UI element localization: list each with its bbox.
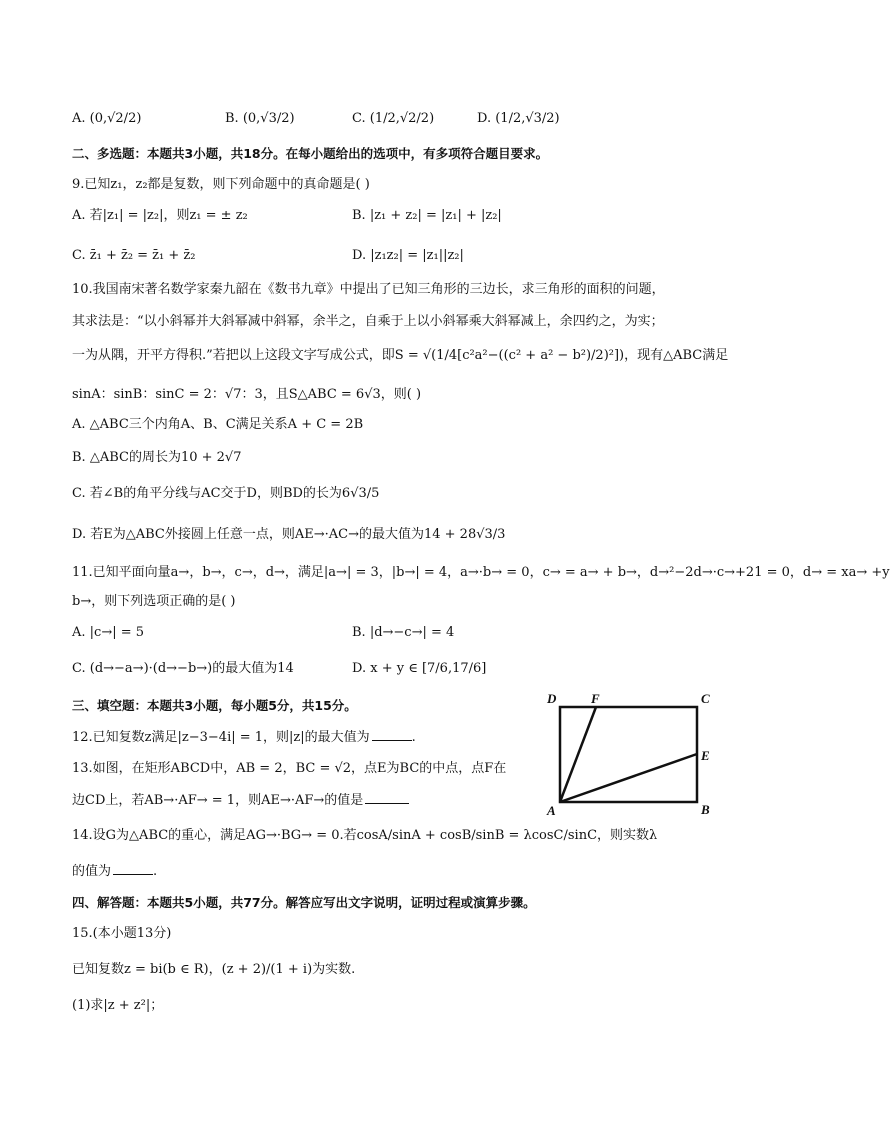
q12-answer-blank[interactable] [372, 728, 412, 741]
q11-option-d[interactable]: D. x + y ∈ [7/6,17/6] [352, 661, 487, 676]
q11-option-c[interactable]: C. (d→−a→)·(d→−b→)的最大值为14 [72, 661, 294, 676]
q11-options-row1 [72, 623, 722, 643]
q8-option-d[interactable]: D. (1/2,√3/2) [477, 111, 560, 126]
q12-end: . [411, 730, 416, 745]
segment-af [560, 707, 596, 802]
label-a: A [547, 803, 556, 818]
segment-ae [560, 754, 697, 802]
q15-line-2: (1)求|z + z²|； [72, 998, 164, 1013]
q12-text: 12.已知复数z满足|z−3−4i| = 1，则|z|的最大值为 [72, 730, 370, 745]
q11-option-b[interactable]: B. |d→−c→| = 4 [352, 625, 455, 640]
q8-option-b[interactable]: B. (0,√3/2) [225, 111, 295, 126]
label-b: B [701, 802, 710, 817]
q10-option-b[interactable]: B. △ABC的周长为10 + 2√7 [72, 450, 242, 465]
q8-option-c[interactable]: C. (1/2,√2/2) [352, 111, 435, 126]
section-4-title: 四、解答题：本题共5小题，共77分。解答应写出文字说明，证明过程或演算步骤。 [72, 895, 536, 910]
q10-line-2: 其求法是：“以小斜幂并大斜幂减中斜幂，余半之，自乘于上以小斜幂乘大斜幂减上，余四约之，为实； [72, 314, 664, 329]
q9-option-a[interactable]: A. 若|z₁| = |z₂|，则z₁ = ± z₂ [72, 208, 248, 223]
q9-option-b[interactable]: B. |z₁ + z₂| = |z₁| + |z₂| [352, 208, 502, 223]
q13-line-2 [72, 791, 409, 810]
q13-line-1: 13.如图，在矩形ABCD中，AB = 2，BC = √2，点E为BC的中点，点F在 [72, 761, 507, 776]
q13-line-2-text: 边CD上，若AB→·AF→ = 1，则AE→·AF→的值是 [72, 793, 364, 808]
q10-line-4: sinA：sinB：sinC = 2：√7：3，且S△ABC = 6√3，则( ) [72, 387, 422, 402]
q14-line-1: 14.设G为△ABC的重心，满足AG→·BG→ = 0.若cosA/sinA + cosB/sinB = λcosC/sinC，则实数λ [72, 828, 658, 843]
q12 [72, 728, 416, 747]
q11-line-2: b→，则下列选项正确的是( ) [72, 594, 236, 609]
q11-options-row2 [72, 659, 722, 679]
q10-line-1: 10.我国南宋著名数学家秦九韶在《数书九章》中提出了已知三角形的三边长，求三角形的面积的问题， [72, 282, 665, 297]
q11-option-a[interactable]: A. |c→| = 5 [72, 625, 145, 640]
q9-stem: 9.已知z₁，z₂都是复数，则下列命题中的真命题是( ) [72, 177, 370, 192]
q10-option-a[interactable]: A. △ABC三个内角A、B、C满足关系A + C = 2B [72, 417, 364, 432]
q10-option-c[interactable]: C. 若∠B的角平分线与AC交于D，则BD的长为6√3/5 [72, 486, 380, 501]
q11-line-1: 11.已知平面向量a→，b→，c→，d→，满足|a→| = 3，|b→| = 4，a→·b→ = 0，c→ = a→ + b→，d→²−2d→·c→+21 = 0，d→ = xa→ +y [72, 565, 890, 580]
section-2-title: 二、多选题：本题共3小题，共18分。在每小题给出的选项中，有多项符合题目要求。 [72, 146, 549, 161]
label-d: D [547, 691, 557, 706]
q15-line-1: 已知复数z = bi(b ∈ R)，(z + 2)/(1 + i)为实数. [72, 962, 356, 977]
rectangle-abcd-diagram [540, 688, 720, 820]
q8-options [72, 109, 722, 129]
q10-option-d[interactable]: D. 若E为△ABC外接圆上任意一点，则AE→·AC→的最大值为14 + 28√3/3 [72, 527, 506, 542]
q13-answer-blank[interactable] [365, 791, 409, 804]
q9-options-row2 [72, 246, 722, 266]
q14-end: . [153, 864, 158, 879]
label-f: F [591, 691, 600, 706]
q9-option-c[interactable]: C. z̄₁ + z̄₂ = z̄₁ + z̄₂ [72, 248, 196, 263]
q9-option-d[interactable]: D. |z₁z₂| = |z₁||z₂| [352, 248, 464, 263]
label-c: C [701, 691, 710, 706]
q10-line-3: 一为从隅，开平方得积.”若把以上这段文字写成公式，即S = √(1/4[c²a²−((c² + a² − b²)/2)²])，现有△ABC满足 [72, 348, 729, 363]
q8-option-a[interactable]: A. (0,√2/2) [72, 111, 142, 126]
label-e: E [701, 748, 710, 763]
rectangle-figure [540, 688, 720, 820]
section-3-title: 三、填空题：本题共3小题，每小题5分，共15分。 [72, 698, 357, 713]
q14-answer-blank[interactable] [113, 862, 153, 875]
q9-options-row1 [72, 206, 722, 226]
q14-line-2-text: 的值为 [72, 864, 112, 879]
q14-line-2 [72, 862, 157, 881]
rectangle-abcd [560, 707, 697, 802]
q15-header: 15.(本小题13分) [72, 926, 172, 941]
